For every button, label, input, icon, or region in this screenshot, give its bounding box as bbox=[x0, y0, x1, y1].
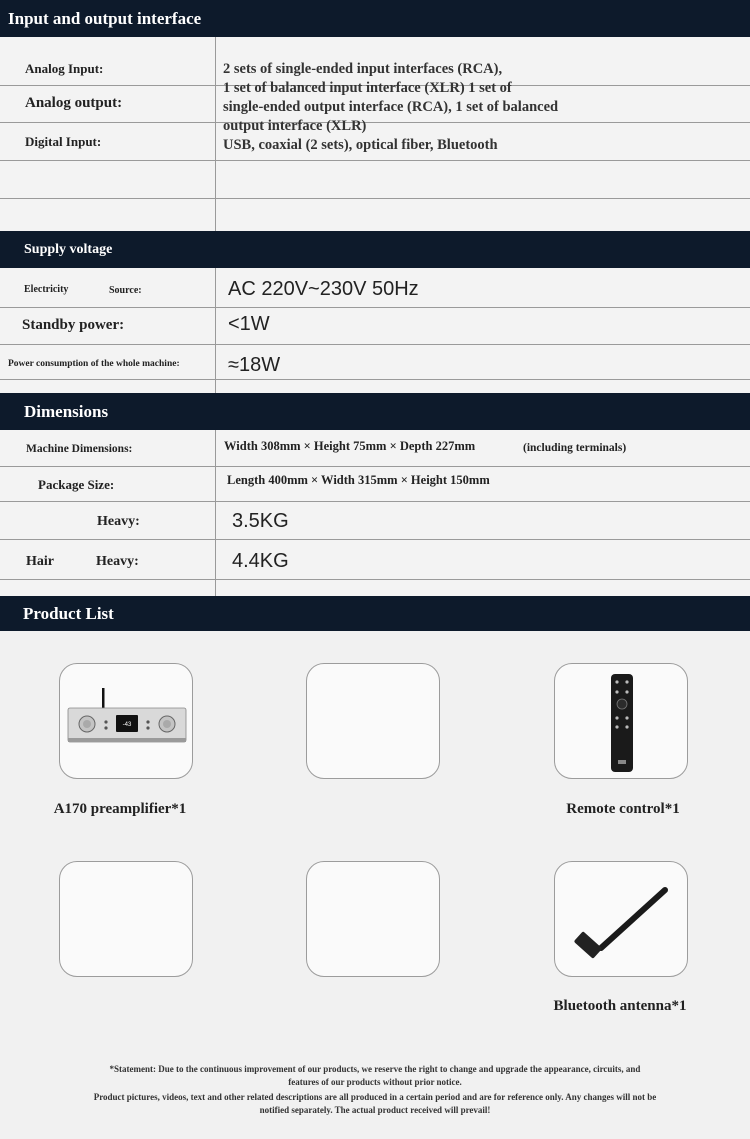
statement-line: *Statement: Due to the continuous improvement of our products, we reserve the right to change and upgrade the appearance, circuits, and bbox=[109, 1064, 641, 1074]
section-header-products: Product List bbox=[0, 596, 750, 631]
consumption-value: ≈18W bbox=[228, 354, 281, 376]
hair-heavy-label: Heavy: bbox=[96, 554, 139, 569]
section-header-dimensions: Dimensions bbox=[0, 393, 750, 430]
heavy-label: Heavy: bbox=[97, 514, 140, 529]
dimensions-row bbox=[0, 580, 750, 596]
product-label: Remote control*1 bbox=[566, 801, 680, 817]
package-size-value: Length 400mm × Width 315mm × Height 150mm bbox=[227, 473, 490, 487]
analog-input-label: Analog Input: bbox=[25, 61, 104, 76]
dimensions-table bbox=[0, 430, 750, 596]
supply-table bbox=[0, 268, 750, 393]
statement-line: notified separately. The actual product received will prevail! bbox=[259, 1105, 491, 1115]
machine-dimensions-note: (including terminals) bbox=[523, 442, 627, 454]
io-value-line: USB, coaxial (2 sets), optical fiber, Bluetooth bbox=[223, 137, 498, 153]
section-header-supply: Supply voltage bbox=[0, 231, 750, 268]
product-card-antenna bbox=[554, 861, 688, 977]
analog-output-label: Analog output: bbox=[25, 95, 123, 111]
product-card-blank bbox=[306, 663, 440, 779]
preamplifier-icon bbox=[60, 664, 193, 779]
supply-row bbox=[0, 380, 750, 393]
column-divider bbox=[215, 37, 216, 231]
machine-dimensions-label: Machine Dimensions: bbox=[26, 443, 133, 455]
io-values bbox=[223, 60, 558, 155]
consumption-label: Power consumption of the whole machine: bbox=[8, 359, 180, 369]
io-value-line: 1 set of balanced input interface (XLR) 1 set of bbox=[223, 80, 512, 96]
product-card-blank bbox=[306, 861, 440, 977]
product-card-remote bbox=[554, 663, 688, 779]
product-label: A170 preamplifier*1 bbox=[53, 801, 187, 817]
electricity-value: AC 220V~230V 50Hz bbox=[228, 278, 419, 300]
display-readout: -43 bbox=[122, 722, 132, 728]
heavy-value: 3.5KG bbox=[232, 510, 289, 532]
standby-value: <1W bbox=[228, 313, 270, 335]
io-value-line: single-ended output interface (RCA), 1 set of balanced bbox=[223, 99, 559, 115]
source-label: Source: bbox=[109, 285, 142, 296]
section-header-io: Input and output interface bbox=[0, 0, 750, 37]
product-card-blank bbox=[59, 861, 193, 977]
product-label: Bluetooth antenna*1 bbox=[553, 998, 687, 1014]
hair-label: Hair bbox=[26, 554, 54, 569]
io-row bbox=[0, 161, 750, 199]
statement-line: features of our products without prior notice. bbox=[288, 1077, 462, 1087]
hair-heavy-value: 4.4KG bbox=[232, 550, 289, 572]
io-value-line: 2 sets of single-ended input interfaces (RCA), bbox=[223, 61, 503, 77]
package-size-label: Package Size: bbox=[38, 477, 115, 492]
remote-control-icon bbox=[555, 664, 688, 779]
io-table bbox=[0, 37, 750, 231]
electricity-label: Electricity bbox=[24, 284, 69, 295]
product-list bbox=[0, 631, 750, 1139]
io-row bbox=[0, 199, 750, 231]
antenna-icon bbox=[555, 862, 688, 977]
statement-line: Product pictures, videos, text and other related descriptions are all produced in a certain period and are for reference only. Any changes will not be bbox=[93, 1092, 657, 1102]
statement-text bbox=[20, 1063, 730, 1117]
standby-label: Standby power: bbox=[22, 317, 125, 333]
machine-dimensions-value: Width 308mm × Height 75mm × Depth 227mm bbox=[224, 439, 476, 453]
digital-input-label: Digital Input: bbox=[25, 134, 102, 149]
io-value-line: output interface (XLR) bbox=[223, 118, 367, 134]
product-card-preamplifier bbox=[59, 663, 193, 779]
column-divider bbox=[215, 430, 216, 596]
column-divider bbox=[215, 268, 216, 393]
